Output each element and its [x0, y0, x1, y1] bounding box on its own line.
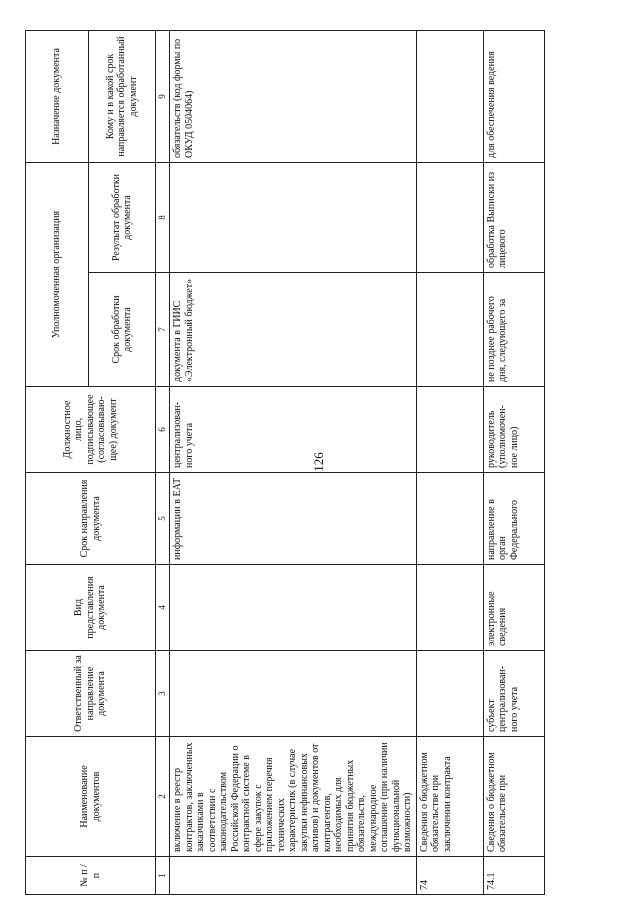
- header-term: Срок направления документа: [26, 473, 156, 565]
- col-number: 3: [156, 651, 170, 737]
- col-number: 5: [156, 473, 170, 565]
- header-org-group: Уполномоченная организация: [26, 162, 89, 386]
- row-num: 74.1: [483, 857, 544, 895]
- header-row-main: [26, 30, 89, 894]
- row-org-term: не позднее рабочего дня, следующего за: [483, 273, 544, 387]
- header-dest: Кому и в какой срок направляется обработанный документ: [89, 30, 156, 162]
- document-table: [25, 30, 545, 895]
- col-number: 4: [156, 565, 170, 651]
- row-org-result: [170, 162, 417, 272]
- row-org-result: обработка Выписки из лицевого: [483, 162, 544, 272]
- row-name: включение в реестр контрактов, заключенных заказчиками в соответствии с законодательством Российской Федерации о контрактной системе в сфере закупок с приложением перечня технических характеристик (в случае закупки нефинансовых активов) и документов от контрагентов, необходимых для принятия бюджетных обязательств, международное соглашение (при наличии функциональной возможности): [170, 737, 417, 857]
- table-row: [416, 30, 483, 894]
- row-term: направление в орган Федерального: [483, 473, 544, 565]
- header-org-result: Результат обработки документа: [89, 162, 156, 272]
- row-form: [170, 565, 417, 651]
- row-org-result: [416, 162, 483, 272]
- header-responsible: Ответственный за направление документа: [26, 651, 156, 737]
- row-form: [416, 565, 483, 651]
- header-form: Вид представления документа: [26, 565, 156, 651]
- row-num: 74: [416, 857, 483, 895]
- row-org-term: документа в ГИИС «Электронный бюджет»: [170, 273, 417, 387]
- row-dest: обязательств (код формы по ОКУД 0504064): [170, 30, 417, 162]
- col-number: 7: [156, 273, 170, 387]
- row-name: Сведения о бюджетном обязательстве при: [483, 737, 544, 857]
- landscape-table-wrapper: [25, 31, 607, 895]
- col-number: 1: [156, 857, 170, 895]
- col-number: 2: [156, 737, 170, 857]
- table-row: [483, 30, 544, 894]
- row-term: информации в ЕАТ: [170, 473, 417, 565]
- row-org-term: [416, 273, 483, 387]
- row-form: электронные сведения: [483, 565, 544, 651]
- col-number: 8: [156, 162, 170, 272]
- row-responsible: [416, 651, 483, 737]
- header-official: Должностное лицо, подписывающее (согласовываю-щее) документ: [26, 387, 156, 473]
- header-num: № п / п: [26, 857, 156, 895]
- row-dest: [416, 30, 483, 162]
- column-number-row: [156, 30, 170, 894]
- row-official: централизован-ного учета: [170, 387, 417, 473]
- col-number: 9: [156, 30, 170, 162]
- header-org-term: Срок обработки документа: [89, 273, 156, 387]
- row-responsible: субъект централизован-ного учета: [483, 651, 544, 737]
- col-number: 6: [156, 387, 170, 473]
- row-term: [416, 473, 483, 565]
- header-dest-group: Назначение документа: [26, 30, 89, 162]
- row-dest: для обеспечения ведения: [483, 30, 544, 162]
- row-name: Сведения о бюджетном обязательстве при заключении контракта: [416, 737, 483, 857]
- table-row: [170, 30, 417, 894]
- page-number: 126: [311, 452, 326, 472]
- row-official: руководитель (уполномочен-ное лицо): [483, 387, 544, 473]
- row-num: [170, 857, 417, 895]
- header-name: Наименование документов: [26, 737, 156, 857]
- row-official: [416, 387, 483, 473]
- row-responsible: [170, 651, 417, 737]
